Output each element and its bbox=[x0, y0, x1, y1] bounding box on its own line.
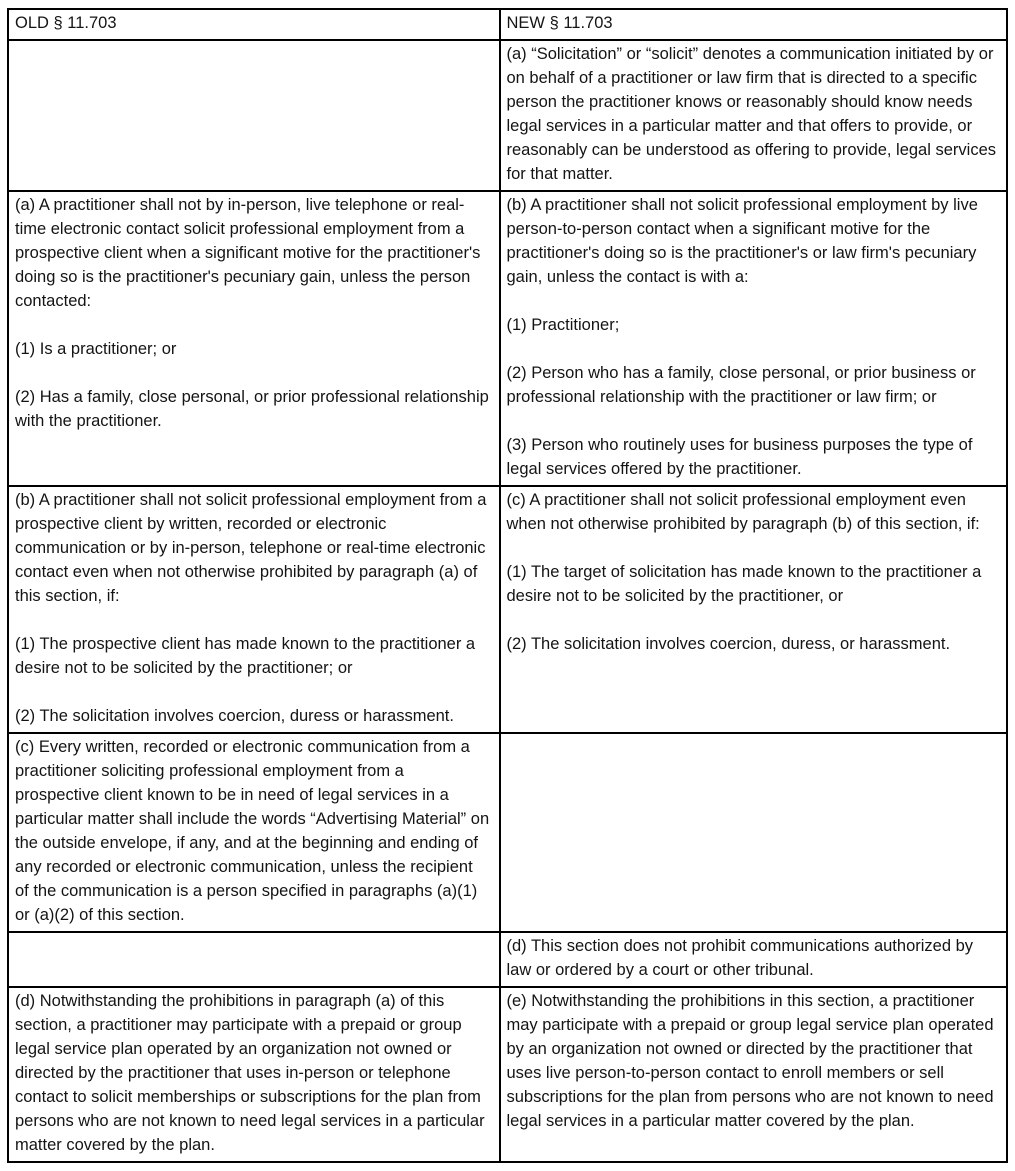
comparison-table bbox=[7, 8, 1008, 1163]
cell-new bbox=[500, 733, 1008, 932]
paragraph: (3) Person who routinely uses for business purposes the type of legal services offered by the practitioner. bbox=[506, 436, 973, 478]
table-row bbox=[8, 987, 1007, 1162]
cell-old bbox=[8, 733, 500, 932]
paragraph: (2) Has a family, close personal, or prior professional relationship with the practitioner. bbox=[15, 388, 489, 430]
paragraph: (d) Notwithstanding the prohibitions in paragraph (a) of this section, a practitioner may participate with a prepaid or group legal service plan operated by an organization not owned or directed by the practitioner that uses in-person or telephone contact to solicit memberships or subscriptions for the plan from persons who are not known to need legal services in a particular matter covered by the plan. bbox=[15, 992, 485, 1154]
paragraph: (e) Notwithstanding the prohibitions in this section, a practitioner may participate with a prepaid or group legal service plan operated by an organization not owned or directed by the practitioner that uses live person-to-person contact to enroll members or sell subscriptions for the plan from persons who are not known to need legal services in a particular matter covered by the plan. bbox=[506, 992, 994, 1130]
paragraph: (1) Practitioner; bbox=[506, 316, 620, 334]
cell-new bbox=[500, 191, 1008, 486]
table-row bbox=[8, 191, 1007, 486]
paragraph: (b) A practitioner shall not solicit professional employment from a prospective client by written, recorded or electronic communication or by in-person, telephone or real-time electronic contact even when not otherwise prohibited by paragraph (a) of this section, if: bbox=[15, 491, 487, 605]
paragraph: (1) Is a practitioner; or bbox=[15, 340, 177, 358]
paragraph: (2) The solicitation involves coercion, duress, or harassment. bbox=[506, 635, 951, 653]
cell-new bbox=[500, 987, 1008, 1162]
cell-old bbox=[8, 191, 500, 486]
table-row bbox=[8, 486, 1007, 733]
old-column-header: OLD § 11.703 bbox=[8, 9, 500, 40]
paragraph: (b) A practitioner shall not solicit professional employment by live person-to-person contact when a significant motive for the practitioner's doing so is the practitioner's or law firm's pecuniary gain, unless the contact is with a: bbox=[506, 196, 978, 286]
cell-old bbox=[8, 40, 500, 191]
paragraph: (c) A practitioner shall not solicit professional employment even when not otherwise prohibited by paragraph (b) of this section, if: bbox=[506, 491, 980, 533]
table-row bbox=[8, 733, 1007, 932]
paragraph: (2) The solicitation involves coercion, duress or harassment. bbox=[15, 707, 454, 725]
cell-old bbox=[8, 987, 500, 1162]
paragraph: (2) Person who has a family, close personal, or prior business or professional relationship with the practitioner or law firm; or bbox=[506, 364, 976, 406]
paragraph: (1) The prospective client has made known to the practitioner a desire not to be solicited by the practitioner; or bbox=[15, 635, 476, 677]
paragraph: (1) The target of solicitation has made known to the practitioner a desire not to be solicited by the practitioner, or bbox=[506, 563, 982, 605]
paragraph: (c) Every written, recorded or electronic communication from a practitioner soliciting professional employment from a prospective client known to be in need of legal services in a particular matter shall include the words “Advertising Material” on the outside envelope, if any, and at the beginning and ending of any recorded or electronic communication, unless the recipient of the communication is a person specified in paragraphs (a)(1) or (a)(2) of this section. bbox=[15, 738, 490, 924]
paragraph: (a) “Solicitation” or “solicit” denotes a communication initiated by or on behalf of a practitioner or law firm that is directed to a specific person the practitioner knows or reasonably should know needs legal services in a particular matter and that offers to provide, or reasonably can be understood as offering to provide, legal services for that matter. bbox=[506, 45, 996, 183]
cell-new bbox=[500, 932, 1008, 987]
table-row bbox=[8, 40, 1007, 191]
cell-new bbox=[500, 40, 1008, 191]
paragraph: (a) A practitioner shall not by in-person, live telephone or real-time electronic contact solicit professional employment from a prospective client when a significant motive for the practitioner's doing so is the practitioner's pecuniary gain, unless the person contacted: bbox=[15, 196, 481, 310]
cell-new bbox=[500, 486, 1008, 733]
cell-old bbox=[8, 486, 500, 733]
table-row bbox=[8, 932, 1007, 987]
header-row bbox=[8, 9, 1007, 40]
paragraph: (d) This section does not prohibit communications authorized by law or ordered by a court or other tribunal. bbox=[506, 937, 974, 979]
new-column-header: NEW § 11.703 bbox=[500, 9, 1008, 40]
cell-old bbox=[8, 932, 500, 987]
